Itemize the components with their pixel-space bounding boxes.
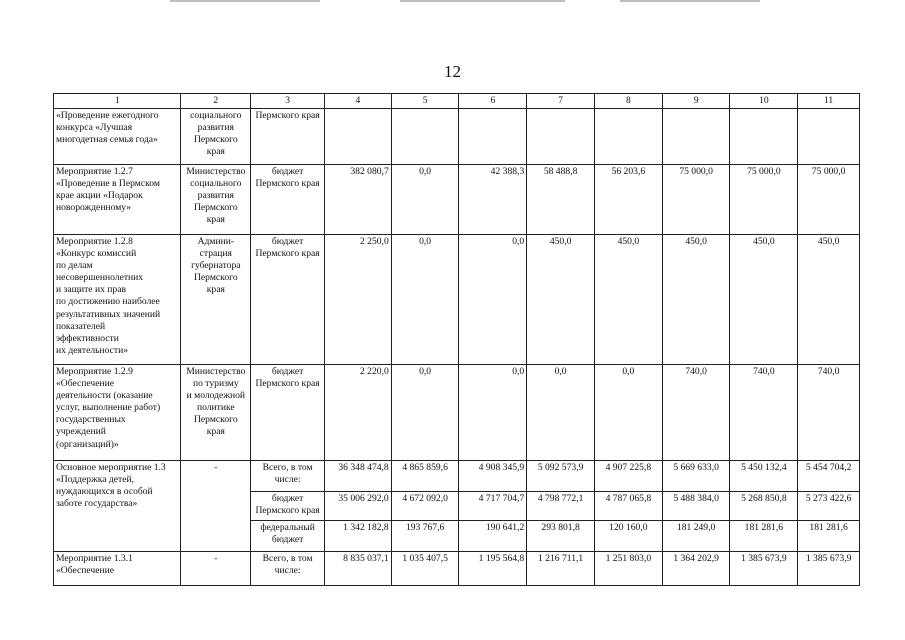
funding-source-cell: бюджет Пермского края — [251, 165, 325, 235]
column-header-8: 8 — [594, 94, 662, 109]
funding-source-cell: Всего, в том числе: — [251, 552, 325, 586]
value-cell-col-10 — [730, 109, 798, 165]
value-cell-col-9: 5 488 384,0 — [662, 492, 730, 521]
executor-cell: Министерство по туризму и молодежной политике Пермского края — [181, 365, 251, 461]
column-header-7: 7 — [527, 94, 595, 109]
value-cell-col-8: 56 203,6 — [594, 165, 662, 235]
table-row — [54, 552, 860, 586]
value-cell-col-7: 0,0 — [527, 365, 595, 461]
event-name-cell: Мероприятие 1.3.1 «Обеспечение — [54, 552, 181, 586]
event-name-cell: Мероприятие 1.2.8 «Конкурс комиссий по делам несовершеннолетних и защите их прав по достижению наиболее результативных значений показателей эффективности их деятельности» — [54, 235, 181, 365]
funding-source-cell: бюджет Пермского края — [251, 365, 325, 461]
value-cell-col-6: 4 908 345,9 — [459, 461, 527, 492]
column-header-3: 3 — [251, 94, 325, 109]
table-row — [54, 461, 860, 492]
value-cell-col-8: 4 787 065,8 — [594, 492, 662, 521]
table-row — [54, 365, 860, 461]
table-body — [54, 109, 860, 586]
funding-source-cell: бюджет Пермского края — [251, 492, 325, 521]
value-cell-col-8: 450,0 — [594, 235, 662, 365]
value-cell-col-5: 0,0 — [391, 235, 459, 365]
value-cell-col-7: 5 092 573,9 — [527, 461, 595, 492]
value-cell-col-10: 5 450 132,4 — [730, 461, 798, 492]
value-cell-col-4: 1 342 182,8 — [325, 521, 392, 552]
value-cell-col-9: 5 669 633,0 — [662, 461, 730, 492]
value-cell-col-7: 293 801,8 — [527, 521, 595, 552]
value-cell-col-4: 382 080,7 — [325, 165, 392, 235]
column-header-6: 6 — [459, 94, 527, 109]
header-row — [54, 94, 860, 109]
value-cell-col-6: 0,0 — [459, 235, 527, 365]
value-cell-col-7: 450,0 — [527, 235, 595, 365]
value-cell-col-8 — [594, 109, 662, 165]
funding-source-cell: федеральный бюджет — [251, 521, 325, 552]
value-cell-col-11: 5 273 422,6 — [798, 492, 860, 521]
event-name-cell: «Проведение ежегодного конкурса «Лучшая многодетная семья года» — [54, 109, 181, 165]
value-cell-col-11: 740,0 — [798, 365, 860, 461]
value-cell-col-5: 4 672 092,0 — [391, 492, 459, 521]
value-cell-col-11: 450,0 — [798, 235, 860, 365]
value-cell-col-7: 58 488,8 — [527, 165, 595, 235]
value-cell-col-9: 450,0 — [662, 235, 730, 365]
funding-source-cell: Пермского края — [251, 109, 325, 165]
value-cell-col-8: 120 160,0 — [594, 521, 662, 552]
value-cell-col-9: 75 000,0 — [662, 165, 730, 235]
event-name-cell: Основное мероприятие 1.3 «Поддержка детей, нуждающихся в особой заботе государства» — [54, 461, 181, 552]
value-cell-col-7: 1 216 711,1 — [527, 552, 595, 586]
value-cell-col-11: 5 454 704,2 — [798, 461, 860, 492]
table-row — [54, 109, 860, 165]
value-cell-col-7 — [527, 109, 595, 165]
scan-artifact-line — [170, 0, 320, 2]
value-cell-col-6: 4 717 704,7 — [459, 492, 527, 521]
value-cell-col-11: 181 281,6 — [798, 521, 860, 552]
column-header-4: 4 — [325, 94, 392, 109]
value-cell-col-8: 4 907 225,8 — [594, 461, 662, 492]
value-cell-col-9: 181 249,0 — [662, 521, 730, 552]
value-cell-col-10: 5 268 850,8 — [730, 492, 798, 521]
value-cell-col-4: 2 250,0 — [325, 235, 392, 365]
value-cell-col-4 — [325, 109, 392, 165]
funding-source-cell: бюджет Пермского края — [251, 235, 325, 365]
value-cell-col-5 — [391, 109, 459, 165]
value-cell-col-10: 740,0 — [730, 365, 798, 461]
value-cell-col-11: 1 385 673,9 — [798, 552, 860, 586]
value-cell-col-5: 193 767,6 — [391, 521, 459, 552]
value-cell-col-6 — [459, 109, 527, 165]
funding-source-cell: Всего, в том числе: — [251, 461, 325, 492]
column-header-5: 5 — [391, 94, 459, 109]
value-cell-col-4: 36 348 474,8 — [325, 461, 392, 492]
scan-artifact-line — [620, 0, 760, 2]
value-cell-col-10: 450,0 — [730, 235, 798, 365]
executor-cell: - — [181, 552, 251, 586]
value-cell-col-4: 35 006 292,0 — [325, 492, 392, 521]
value-cell-col-10: 75 000,0 — [730, 165, 798, 235]
executor-cell: - — [181, 461, 251, 552]
column-header-2: 2 — [181, 94, 251, 109]
table-row — [54, 235, 860, 365]
value-cell-col-8: 1 251 803,0 — [594, 552, 662, 586]
value-cell-col-6: 190 641,2 — [459, 521, 527, 552]
column-header-9: 9 — [662, 94, 730, 109]
scan-artifact-line — [400, 0, 565, 2]
column-header-11: 11 — [798, 94, 860, 109]
value-cell-col-5: 1 035 407,5 — [391, 552, 459, 586]
value-cell-col-11: 75 000,0 — [798, 165, 860, 235]
value-cell-col-11 — [798, 109, 860, 165]
value-cell-col-7: 4 798 772,1 — [527, 492, 595, 521]
executor-cell: Админи- страция губернатора Пермского края — [181, 235, 251, 365]
value-cell-col-10: 181 281,6 — [730, 521, 798, 552]
value-cell-col-5: 0,0 — [391, 165, 459, 235]
value-cell-col-6: 0,0 — [459, 365, 527, 461]
value-cell-col-9 — [662, 109, 730, 165]
value-cell-col-9: 1 364 202,9 — [662, 552, 730, 586]
value-cell-col-5: 0,0 — [391, 365, 459, 461]
column-header-1: 1 — [54, 94, 181, 109]
event-name-cell: Мероприятие 1.2.7 «Проведение в Пермском крае акции «Подарок новорожденному» — [54, 165, 181, 235]
value-cell-col-8: 0,0 — [594, 365, 662, 461]
value-cell-col-6: 42 388,3 — [459, 165, 527, 235]
value-cell-col-4: 8 835 037,1 — [325, 552, 392, 586]
value-cell-col-5: 4 865 859,6 — [391, 461, 459, 492]
table-row — [54, 165, 860, 235]
executor-cell: социального развития Пермского края — [181, 109, 251, 165]
event-name-cell: Мероприятие 1.2.9 «Обеспечение деятельности (оказание услуг, выполнение работ) государственных учреждений (организаций)» — [54, 365, 181, 461]
page-number: 12 — [444, 62, 461, 81]
column-header-10: 10 — [730, 94, 798, 109]
value-cell-col-4: 2 220,0 — [325, 365, 392, 461]
executor-cell: Министерство социального развития Пермского края — [181, 165, 251, 235]
value-cell-col-10: 1 385 673,9 — [730, 552, 798, 586]
value-cell-col-9: 740,0 — [662, 365, 730, 461]
budget-table — [53, 93, 860, 586]
value-cell-col-6: 1 195 564,8 — [459, 552, 527, 586]
